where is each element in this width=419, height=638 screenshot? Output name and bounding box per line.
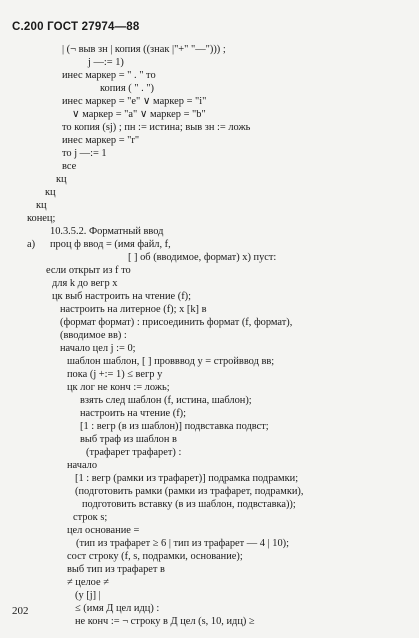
- code-line: копия ( " . "): [100, 83, 155, 94]
- code-line: (трафарет трафарет) :: [86, 447, 182, 458]
- code-line: ∨ маркер = "a" ∨ маркер = "b": [72, 109, 206, 120]
- code-line: шаблон шаблон, [ ] провввод y = стройввод вв;: [67, 356, 275, 367]
- code-line: взять след шаблон (f, истина, шаблон);: [80, 395, 252, 406]
- code-line: настроить на литерное (f); x [k] в: [60, 304, 207, 315]
- code-line: начало цел j := 0;: [60, 343, 136, 354]
- code-line: инес маркер = " . " то: [62, 70, 156, 81]
- code-line: то j —:= 1: [62, 148, 107, 159]
- code-line: [1 : вегр (рамки из трафарет)] подрамка подрамки;: [75, 473, 299, 484]
- code-line: | (¬ выв зн | копия ((знак |"+" "—"))) ;: [62, 44, 226, 55]
- item-marker: а): [27, 239, 36, 250]
- code-line: цк выб настроить на чтение (f);: [52, 291, 192, 302]
- code-line: пока (j +:= 1) ≤ вегр y: [67, 369, 163, 380]
- section-heading: 10.3.5.2. Форматный ввод: [50, 226, 164, 237]
- code-line: (формат формат) : присоединить формат (f, формат),: [60, 317, 293, 328]
- code-line: выб траф из шаблон в: [80, 434, 177, 445]
- code-line: инес маркер = "e" ∨ маркер = "i": [62, 96, 207, 107]
- code-line: цел основание =: [67, 525, 140, 536]
- code-line: инес маркер = "r": [62, 135, 140, 146]
- code-line: проц ф ввод = (имя файл, f,: [50, 239, 171, 250]
- page-header: С.200 ГОСТ 27974—88: [12, 21, 140, 33]
- page-number: 202: [12, 605, 29, 617]
- code-line: сост строку (f, s, подрамки, основание);: [67, 551, 243, 562]
- code-line: кц: [45, 187, 56, 198]
- code-line: строк s;: [73, 512, 108, 523]
- code-line: начало: [67, 460, 98, 471]
- code-line: кц: [56, 174, 67, 185]
- code-line: j —:= 1): [88, 57, 124, 68]
- code-line: настроить на чтение (f);: [80, 408, 187, 419]
- code-line: (y [j] |: [75, 590, 101, 601]
- code-line: для k до вегр x: [52, 278, 118, 289]
- code-line: (вводимое вв) :: [60, 330, 127, 341]
- code-line: (тип из трафарет ≥ 6 | тип из трафарет — 4 | 10);: [76, 538, 290, 549]
- code-line: кц: [36, 200, 47, 211]
- code-line: подготовить вставку (в из шаблон, подвставка));: [82, 499, 296, 510]
- code-line: ≠ целое ≠: [67, 577, 109, 588]
- code-line: все: [62, 161, 77, 172]
- code-line: выб тип из трафарет в: [67, 564, 165, 575]
- code-line: то копия (sj) ; пн := истина; выв зн := ложь: [62, 122, 251, 133]
- code-line: (подготовить рамки (рамки из трафарет, подрамки),: [75, 486, 304, 497]
- code-line: [ ] об (вводимое, формат) x) пуст:: [128, 252, 277, 263]
- code-line: цк лог не конч := ложь;: [67, 382, 170, 393]
- code-line: если открыт из f то: [46, 265, 131, 276]
- code-line: не конч := ¬ строку в Д цел (s, 10, идц) ≥: [75, 616, 255, 627]
- code-line: ≤ (имя Д цел идц) :: [75, 603, 160, 614]
- code-line: конец;: [27, 213, 56, 224]
- code-line: [1 : вегр (в из шаблон)] подвставка подвст;: [80, 421, 269, 432]
